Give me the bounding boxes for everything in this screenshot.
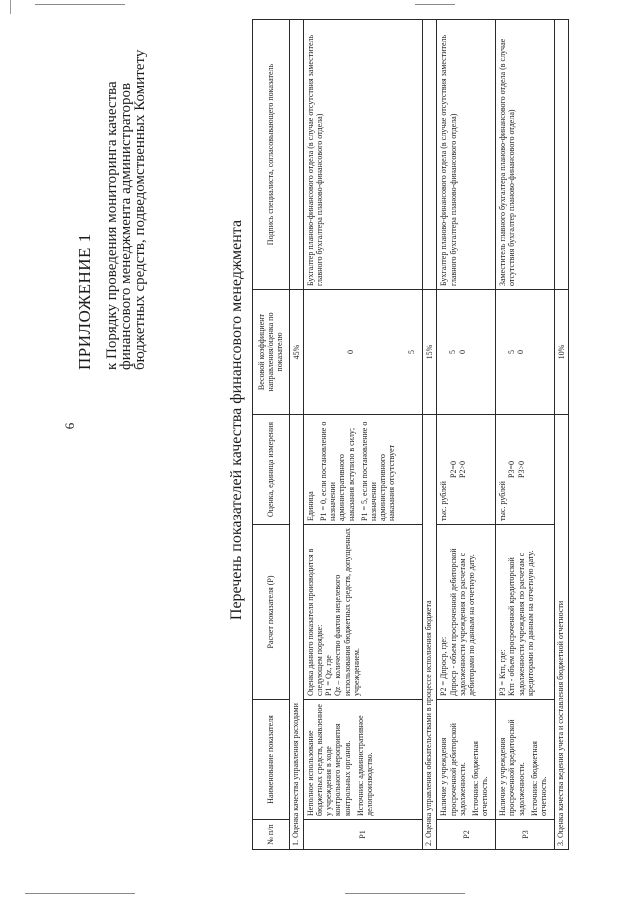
- signature-cell: Бухгалтер планово-финансового отдела (в случае отсутствия заместитель главного бухгалтера планово-финансового отдела): [437, 20, 496, 290]
- appendix-line: к Порядку проведения мониторинга качества: [104, 81, 120, 370]
- score-value: 0: [345, 350, 355, 354]
- signature-cell: Заместитель главного бухгалтера планово-финансового отдела (в случае отсутствия бухгалтер планово-финансового отдела): [496, 20, 555, 290]
- calc-formula: P3 = Ктп, где:: [498, 649, 508, 696]
- indicator-calculation: [496, 525, 555, 700]
- indicator-score: [303, 290, 422, 415]
- scan-line-bottom: [345, 893, 465, 894]
- unit-text: тыс. рублей: [439, 481, 449, 521]
- indicator-unit: [496, 415, 555, 525]
- row-id: P1: [303, 820, 422, 850]
- score-value: 0: [516, 350, 526, 354]
- indicator-text: Наличие у учреждения просроченной дебиторской задолженности.: [439, 723, 467, 816]
- rotated-page: [20, 0, 620, 870]
- section-row: [289, 20, 303, 850]
- col-header: Весовой коэффициент направления/оценка по показателю: [253, 290, 290, 415]
- unit-text: тыс. рублей: [498, 481, 508, 521]
- scan-mark: [10, 0, 11, 14]
- calc-text: Qz – количество фактов нецелевого использования бюджетных средств, допущенных учреждением.: [333, 528, 361, 696]
- table-row: [437, 20, 496, 850]
- indicator-source: Источник: административное делопроизводство.: [355, 715, 374, 816]
- table-header-row: [253, 20, 290, 850]
- section-weight: 10%: [555, 290, 569, 415]
- indicator-name: [496, 700, 555, 820]
- indicator-name: [303, 700, 422, 820]
- unit-text: Единица: [305, 491, 315, 521]
- appendix-subtitle: [105, 10, 147, 370]
- indicator-text: Неполное использование бюджетных средств, выявленное у учреждения в ходе контрольного мероприятия контрольных органов.: [305, 704, 352, 816]
- indicator-text: Наличие у учреждения просроченной кредиторской задолженности.: [498, 719, 526, 816]
- section-title: 2. Оценка управления обязательствами в процессе исполнения бюджета: [423, 415, 437, 850]
- appendix-title: ПРИЛОЖЕНИЕ 1: [75, 233, 94, 370]
- score-value: 5: [406, 350, 416, 354]
- unit-text: P1 = 5, если постановление о назначении административного наказания отсутствует: [359, 421, 397, 521]
- unit-text: P3>0: [516, 461, 526, 478]
- table-row: [303, 20, 422, 850]
- col-header: Наименование показателя: [253, 700, 290, 820]
- indicator-score: [437, 290, 496, 415]
- col-header: Подпись специалиста, согласовывающего показатель: [253, 20, 290, 290]
- indicator-source: Источник: бюджетная отчетность.: [529, 741, 548, 816]
- col-header: № п/п: [253, 820, 290, 850]
- indicator-score: [496, 290, 555, 415]
- section-title: 1. Оценка качества управления расходами: [289, 415, 303, 850]
- section-row: [423, 20, 437, 850]
- indicator-unit: [303, 415, 422, 525]
- calc-text: Дпросp - объем просроченной дебиторской задолженности учреждения по расчетам с дебиторами по данным на отчетную дату.: [448, 548, 476, 696]
- scan-line-bottom: [25, 893, 135, 894]
- unit-text: P1 = 0, если постановление о назначении административного наказания вступило в силу;: [318, 421, 356, 521]
- calc-formula: P1 = Qz, где: [324, 655, 334, 696]
- signature-cell: Бухгалтер планово-финансового отдела (в случае отсутствия заместитель главного бухгалтера планово-финансового отдела): [303, 20, 422, 290]
- indicators-table: [252, 19, 569, 850]
- calc-formula: P2 = Дпросp, где:: [439, 636, 449, 696]
- appendix-line: финансового менеджмента администраторов: [118, 82, 134, 370]
- section-title: 3. Оценка качества ведения учета и составления бюджетной отчетности: [555, 415, 569, 850]
- calc-text: Ктп - объем просроченной кредиторской задолженности учреждения по расчетам с кредиторами по данным на отчетную дату.: [507, 550, 535, 696]
- score-value: 5: [448, 350, 458, 354]
- score-value: 0: [457, 350, 467, 354]
- col-header: Расчет показателя (P): [253, 525, 290, 700]
- section-weight: 15%: [423, 290, 437, 415]
- score-value: 5: [507, 350, 517, 354]
- section-row: [555, 20, 569, 850]
- indicator-calculation: [437, 525, 496, 700]
- section-weight: 45%: [289, 290, 303, 415]
- page-number: 6: [62, 422, 77, 430]
- row-id: P3: [496, 820, 555, 850]
- unit-text: P3=0: [507, 461, 517, 478]
- indicator-name: [437, 700, 496, 820]
- unit-text: P2>0: [457, 461, 467, 478]
- table-row: [496, 20, 555, 850]
- indicator-unit: [437, 415, 496, 525]
- row-id: P2: [437, 820, 496, 850]
- appendix-line: бюджетных средств, подведомственных Комитету: [132, 49, 148, 370]
- document-title: Перечень показателей качества финансового менеджмента: [228, 219, 245, 621]
- unit-text: P2=0: [448, 461, 458, 478]
- indicator-calculation: [303, 525, 422, 700]
- indicator-source: Источник: бюджетная отчетность.: [470, 741, 490, 816]
- calc-text: Оценка данного показателя производится в следующем порядке:: [305, 548, 324, 696]
- col-header: Оценка, единица измерения: [253, 415, 290, 525]
